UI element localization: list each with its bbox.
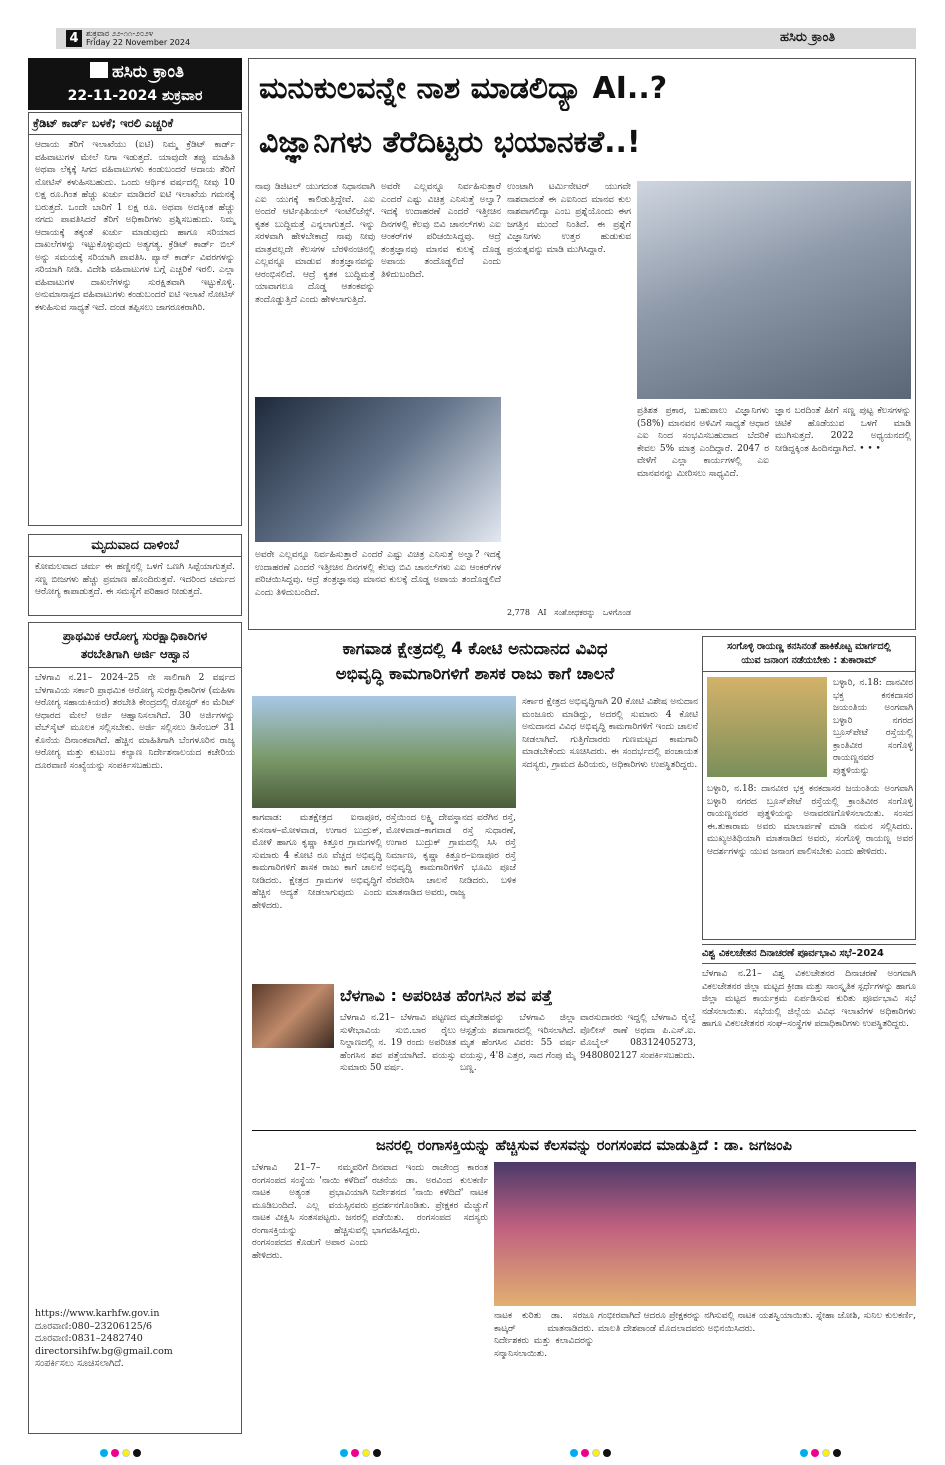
- statue-photo: [707, 677, 827, 777]
- office-phone: ದೂರವಾಣಿ:0831–2482740: [35, 1333, 143, 1344]
- body-top: ಬಳ್ಳಾರಿ, ನ.18: ದಾನವೀರ ಭಕ್ತ ಕನಕದಾಸರ ಜಯಂತಿಯ ಅಂಗವಾಗಿ ಬಳ್ಳಾರಿ ನಗರದ ಬ್ರೂಸ್‌ಪೇಟೆ ರಸ್ತೆಯಲ್ಲಿ ಕ್ರಾಂತಿವೀರ ಸಂಗೊಳ್ಳಿ ರಾಯಣ್ಣನವರ ಪುತ್ಥಳಿಯನ್ನು: [833, 678, 913, 776]
- closing: ಸಂಪರ್ಕಿಸಲು ಸೂಚಿಸಲಾಗಿದೆ.: [35, 1358, 124, 1369]
- email-link[interactable]: directorsihfw.bg@gmail.com: [35, 1345, 173, 1357]
- unknown-body-headline: ಬೆಳಗಾವಿ : ಅಪರಿಚಿತ ಹೆಂಗಸಿನ ಶವ ಪತ್ತೆ: [340, 986, 553, 1005]
- yellow-dot: [122, 1449, 130, 1457]
- yellow-dot: [592, 1449, 600, 1457]
- black-dot: [833, 1449, 841, 1457]
- lead-body-col5: ಜ್ಞಾನ ಬರದಿಂತೆ ಹೀಗೆ ಸಣ್ಣ ಪುಟ್ಟ ಕೆಲಸಗಳನ್ನು ಚಿಟಿಕೆ ಹೊಡೆಯುವ ಒಳಗೆ ಮಾಡಿ ಮುಗಿಸುತ್ತದೆ. 2022 ಅಧ್ಯಯನದಲ್ಲಿ ನೀಡಿದ್ದಕ್ಕಿಂತ ಹಿಂದಿನದ್ದಾಗಿದೆ. • • •: [775, 406, 911, 454]
- body: ಬೆಳಗಾವಿ ನ.21– ವಿಶ್ವ ವಿಕಲಚೇತನರ ದಿನಾಚರಣೆ ಅಂಗವಾಗಿ ವಿಕಲಚೇತನರ ಜಿಲ್ಲಾ ಮಟ್ಟದ ಕ್ರೀಡಾ ಮತ್ತು ಸಾಂಸ್ಕೃತಿಕ ಸ್ಪರ್ಧೆಗಳನ್ನು ಹಾಗೂ ಜಿಲ್ಲಾ ಮಟ್ಟದ ಕಾರ್ಯಕ್ರಮ ಏರ್ಪಡಿಸುವ ಕುರಿತು ಪೂರ್ವಭಾವಿ ಸಭೆ ನಡೆಸಲಾಯಿತು. ಸಭೆಯಲ್ಲಿ ಜಿಲ್ಲೆಯ ವಿವಿಧ ಇಲಾಖೆಗಳ ಅಧಿಕಾರಿಗಳು ಹಾಗೂ ವಿಕಲಚೇತನರ ಸಂಘ–ಸಂಸ್ಥೆಗಳ ಪದಾಧಿಕಾರಿಗಳು ಉಪಸ್ಥಿತರಿದ್ದರು.: [702, 969, 916, 1029]
- headline-line2: ಯುವ ಜನಾಂಗ ನಡೆಯಬೇಕು : ತುಕಾರಾಮ್: [741, 655, 877, 666]
- lead-body-col1: ನಾವು ಡಿಜಿಟಲ್ ಯುಗದಂತ ನಿಧಾನವಾಗಿ ಎಐ ಯುಗಕ್ಕೆ ಕಾಲಿಡುತ್ತಿದ್ದೇವೆ. ಎಐ ಅಂದರೆ ಆರ್ಟಿಫಿಶಿಯಲ್ ಇಂಟೆಲಿಜೆನ್ಸ್. ಕೃತಕ ಬುದ್ಧಿಮತ್ತೆ ಎನ್ನಲಾಗುತ್ತದೆ. ಇನ್ನು ಸರಳವಾಗಿ ಹೇಳಬೇಕಾದ್ರೆ ನಾವು ನೀವು ಮಾತ್ರವಲ್ಲದೇ ಕೆಲಸಗಳ ಬೆರಳಿನಂಚಿನಲ್ಲಿ ಎಲ್ಲವನ್ನೂ ಮಾಡುವ ತಂತ್ರಜ್ಞಾನವನ್ನು ಆರಂಭಿಸಲಿದೆ. ಆದ್ರೆ ಕೃತಕ ಬುದ್ಧಿಮತ್ತೆ ಯಾವಾಗಲೂ ದೊಡ್ಡ ಆತಂಕವನ್ನು ತಂದೊಡ್ಡುತ್ತಿದೆ ಎಂದು ಹೇಳಲಾಗುತ್ತಿದೆ.: [255, 182, 375, 305]
- lead-body-continued: ಅವರೇ ಎಲ್ಲವನ್ನೂ ನಿರ್ವಹಿಸುತ್ತಾರೆ ಎಂದರೆ ಎಷ್ಟು ವಿಚಿತ್ರ ಎನಿಸುತ್ತೆ ಅಲ್ವಾ? ಇದಕ್ಕೆ ಉದಾಹರಣೆ ಎಂದರೆ ಇತ್ತೀಚಿನ ದಿನಗಳಲ್ಲಿ ಕೆಲವು ಬಿವಿ ಚಾನಲ್‌ಗಳು ಎಐ ಆಂಕರ್‌ಗಳ ಪರಿಚಯಿಸಿದ್ದವು. ಆದ್ರೆ ತಂತ್ರಜ್ಞಾನವು ಮಾನವ ಕುಲಕ್ಕೆ ದೊಡ್ಡ ಅಪಾಯ ತಂದೊಡ್ಡಲಿದೆ ಎಂದು ತಿಳಿದುಬಂದಿದೆ.: [255, 550, 501, 597]
- kagawad-body-col3: ಸರ್ಕಾರ ಕ್ಷೇತ್ರದ ಅಭಿವೃದ್ಧಿಗಾಗಿ 20 ಕೋಟಿ ವಿಶೇಷ ಅನುದಾನ ಮಂಜೂರು ಮಾಡಿದ್ದು, ಅದರಲ್ಲಿ ಸುಮಾರು 4 ಕೋಟಿ ಅನುದಾನದ ವಿವಿಧ ಅಭಿವೃದ್ಧಿ ಕಾಮಗಾರಿಗಳಿಗೆ ಇಂದು ಚಾಲನೆ ನೀಡಲಾಗಿದೆ. ಗುತ್ತಿಗೆದಾರರು ಗುಣಮಟ್ಟದ ಕಾಮಗಾರಿ ಮಾಡಬೇಕೆಂದು ಸೂಚಿಸಿದರು. ಈ ಸಂದರ್ಭದಲ್ಲಿ ಪಂಚಾಯತ ಸದಸ್ಯರು, ಗ್ರಾಮದ ಹಿರಿಯರು, ಅಧಿಕಾರಿಗಳು ಉಪಸ್ಥಿತರಿದ್ದರು.: [522, 697, 698, 770]
- theatre-body-col3: ನಾಟಕ ಕುರಿತು ಡಾ. ಸರಜೂ ಕಾಟ್ಕರ್ ಮಾತನಾಡಿದರು. ನಿರ್ದೇಶಕರು ಮತ್ತು ಕಲಾವಿದರನ್ನು ಸನ್ಮಾನಿಸಲಾಯಿತು.: [494, 1311, 594, 1359]
- headline-line1: ಸಂಗೊಳ್ಳಿ ರಾಯಣ್ಣ ಕನಸಿನಂತೆ ಹಾಕಿಕೊಟ್ಟ ಮಾರ್ಗದಲ್ಲಿ: [727, 641, 891, 652]
- robot-hand-photo: [255, 397, 501, 542]
- lead-headline-line1: ಮನುಕುಲವನ್ನೇ ನಾಶ ಮಾಡಲಿದ್ಯಾ AI..?: [259, 71, 668, 106]
- body: ಆದಾಯ ತೆರಿಗೆ ಇಲಾಖೆಯು (ಐಟಿ) ನಿಮ್ಮ ಕ್ರೆಡಿಟ್ ಕಾರ್ಡ್ ವಹಿವಾಟುಗಳ ಮೇಲೆ ನಿಗಾ ಇಡುತ್ತದೆ. ಯಾವುದೇ ತಪ್ಪು ಮಾಹಿತಿ ಅಥವಾ ಲೆಕ್ಕಕ್ಕೆ ಸಿಗದ ವಹಿವಾಟುಗಳು ಕಂಡುಬಂದರೆ ಆದಾಯ ತೆರಿಗೆ ನೋಟಿಸ್ ಕಳುಹಿಸಬಹುದು. ಒಂದು ಆರ್ಥಿಕ ವರ್ಷದಲ್ಲಿ ನೀವು 10 ಲಕ್ಷ ರೂ.ಗಿಂತ ಹೆಚ್ಚು ಖರ್ಚು ಮಾಡಿದರೆ ಐಟಿ ಇಲಾಖೆಯ ಗಮನಕ್ಕೆ ಬರುತ್ತದೆ. ಒಂದೇ ಬಾರಿಗೆ 1 ಲಕ್ಷ ರೂ. ಅಥವಾ ಅದಕ್ಕಿಂತ ಹೆಚ್ಚು ನಗದು ಪಾವತಿಸಿದರೆ ತೆರಿಗೆ ಅಧಿಕಾರಿಗಳು ಪ್ರಶ್ನಿಸಬಹುದು. ನಿಮ್ಮ ಆದಾಯಕ್ಕೆ ತಕ್ಕಂತೆ ಖರ್ಚು ಮಾಡುವುದು ಹಾಗೂ ಸರಿಯಾದ ದಾಖಲೆಗಳನ್ನು ಇಟ್ಟುಕೊಳ್ಳುವುದು ಅತ್ಯಗತ್ಯ. ಕ್ರೆಡಿಟ್ ಕಾರ್ಡ್ ಬಿಲ್ ಅನ್ನು ಸಮಯಕ್ಕೆ ಸರಿಯಾಗಿ ಪಾವತಿಸಿ. ಪ್ಯಾನ್ ಕಾರ್ಡ್ ವಿವರಗಳನ್ನು ಸರಿಯಾಗಿ ನೀಡಿ. ವಿದೇಶಿ ವಹಿವಾಟುಗಳ ಬಗ್ಗೆ ಎಚ್ಚರಿಕೆ ಇರಲಿ. ಎಲ್ಲಾ ವಹಿವಾಟುಗಳ ದಾಖಲೆಗಳನ್ನು ಸುರಕ್ಷಿತವಾಗಿ ಇಟ್ಟುಕೊಳ್ಳಿ. ಅನುಮಾನಾಸ್ಪದ ವಹಿವಾಟುಗಳು ಕಂಡುಬಂದರೆ ಐಟಿ ಇಲಾಖೆ ನೋಟಿಸ್ ಕಳುಹಿಸುವ ಸಾಧ್ಯತೆ ಇದೆ. ದಂಡ ತಪ್ಪಿಸಲು ಜಾಗರೂಕರಾಗಿರಿ.: [35, 140, 235, 313]
- dateline: [86, 29, 190, 47]
- registration-marks: [340, 1442, 384, 1461]
- section-name: ಹಸಿರು ಕ್ರಾಂತಿ: [780, 30, 836, 45]
- magenta-dot: [811, 1449, 819, 1457]
- theatre-body-col1: ಬೆಳಗಾವಿ 21–7– ನಮ್ಮವರಿಗೆ ರಂಗಸಂಪದ ಸಂಸ್ಥೆಯ 'ನಾಯಿ ಕಳೆದಿದೆ' ನಾಟಕ ಅತ್ಯಂತ ಪ್ರಭಾವಿಯಾಗಿ ಮೂಡಿಬಂದಿದೆ. ಎಲ್ಲ ವಯಸ್ಸಿನವರು ನಾಟಕ ವೀಕ್ಷಿಸಿ ಸಂತಸಪಟ್ಟರು. ಜನರಲ್ಲಿ ರಂಗಾಸಕ್ತಿಯನ್ನು ಹೆಚ್ಚಿಸುವಲ್ಲಿ ರಂಗಸಂಪದದ ಕೊಡುಗೆ ಅಪಾರ ಎಂದು ಹೇಳಿದರು.: [252, 1163, 368, 1261]
- magenta-dot: [351, 1449, 359, 1457]
- date-english: Friday 22 November 2024: [86, 38, 191, 47]
- headline: ವಿಶ್ವ ವಿಕಲಚೇತನ ದಿನಾಚರಣೆ ಪೂರ್ವಭಾವಿ ಸಭೆ–2024: [702, 944, 916, 964]
- masthead: [28, 58, 242, 110]
- registration-marks: [100, 1442, 144, 1461]
- registration-marks: [570, 1442, 614, 1461]
- disability-story: [702, 944, 916, 1140]
- magenta-dot: [111, 1449, 119, 1457]
- cyan-dot: [570, 1449, 578, 1457]
- headline-line2: ತರಬೇತಿಗಾಗಿ ಅರ್ಜಿ ಆಹ್ವಾನ: [80, 647, 190, 661]
- registration-marks: [800, 1442, 844, 1461]
- masthead-date: 22-11-2024 ಶುಕ್ರವಾರ: [67, 88, 203, 104]
- lead-story: [248, 58, 916, 630]
- theatre-photo: [494, 1162, 916, 1306]
- robots-photo: [637, 181, 911, 399]
- theatre-headline: ಜನರಲ್ಲಿ ರಂಗಾಸಕ್ತಿಯನ್ನು ಹೆಚ್ಚಿಸುವ ಕೆಲಸವನ್ನು ರಂಗಸಂಪದ ಮಾಡುತ್ತಿದೆ : ಡಾ. ಜಗಜಂಪಿ: [376, 1138, 792, 1154]
- newspaper-logo-icon: [90, 62, 108, 78]
- lead-stat-line: 2,778 AI ಸಂಶೋಧಕರನ್ನು ಒಳಗೊಂಡ: [507, 608, 631, 617]
- lead-body-col4: ಪ್ರತಿಶತ ಪ್ರಕಾರ, ಬಹುಪಾಲು ವಿಜ್ಞಾನಿಗಳು (58%) ಮಾನವನ ಅಳಿವಿಗೆ ಸಾಧ್ಯತೆ ಆಧಾರ ಎಐ ನಿಂದ ಸಂಭವಿಸಬಹುದಾದ ಬೆದರಿಕೆ ಕೇವಲ 5% ಮಾತ್ರ ಎಂದಿದ್ದಾರೆ. 2047 ರ ವೇಳೆಗೆ ಎಲ್ಲಾ ಕಾರ್ಯಗಳಲ್ಲಿ ಎಐ ಮಾನವನನ್ನು ಮೀರಿಸಲು ಸಾಧ್ಯವಿದೆ.: [637, 406, 769, 479]
- unknown-body-col1: ಬೆಳಗಾವಿ ನ.21– ಬೆಳಗಾವಿ ಪಟ್ಟಣದ ಸುಳೇಭಾವಿಯ ಸುಬಿ.ಬಾರ ರೈಲು ನಿಲ್ದಾಣದಲ್ಲಿ ನ. 19 ರಂದು ಅಪರಿಚಿತ ಹೆಂಗಸಿನ ಶವ ಪತ್ತೆಯಾಗಿದೆ. ವಯಸ್ಸು ಸುಮಾರು 50 ವರ್ಷ.: [340, 1013, 456, 1073]
- victim-photo: [252, 984, 334, 1048]
- lead-body-col3: ಉಂಟಾಗಿ ಟರ್ಮಿನೇಟರ್ ಯುಗವೇ ನಾಶವಾದಂತೆ ಈ ಎಐನಿಂದ ಮಾನವ ಕುಲ ನಾಶವಾಗಲಿದ್ಯಾ ಎಂಬ ಪ್ರಶ್ನೆಯೊಂದು ಈಗ ಜಗತ್ತಿನ ಮುಂದೆ ನಿಂತಿದೆ. ಈ ಪ್ರಶ್ನೆಗೆ ವಿಜ್ಞಾನಿಗಳು ಉತ್ತರ ಹುಡುಕುವ ಪ್ರಯತ್ನವನ್ನು ಮಾಡಿ ಮುಗಿಸಿದ್ದಾರೆ.: [507, 182, 631, 255]
- headline-line2: ಅಭಿವೃದ್ಧಿ ಕಾಮಗಾರಿಗಳಿಗೆ ಶಾಸಕ ರಾಜು ಕಾಗೆ ಚಾಲನೆ: [335, 664, 615, 683]
- cyan-dot: [800, 1449, 808, 1457]
- black-dot: [373, 1449, 381, 1457]
- black-dot: [133, 1449, 141, 1457]
- cyan-dot: [100, 1449, 108, 1457]
- masthead-name: ಹಸಿರು ಕ್ರಾಂತಿ: [111, 62, 185, 82]
- yellow-dot: [822, 1449, 830, 1457]
- headline: ಕ್ರೆಡಿಟ್ ಕಾರ್ಡ್ ಬಳಕೆ; ಇರಲಿ ಎಚ್ಚರಿಕೆ: [29, 113, 241, 135]
- cyan-dot: [340, 1449, 348, 1457]
- page-number: 4: [66, 30, 82, 47]
- theatre-body-col4: ಗಂಭೀರವಾಗಿದೆ ಆದರೂ ಪ್ರೇಕ್ಷಕರನ್ನು ನಗಿಸುವಲ್ಲಿ ನಾಟಕ ಯಶಸ್ವಿಯಾಯಿತು. ಸ್ನೇಹಾ ಜೋಶಿ, ಸುನಿಲ ಕುಲಕರ್ಣಿ, ಮಾಲತಿ ದೇಶಪಾಂಡೆ ಮೊದಲಾದವರು ಅಭಿನಯಿಸಿದರು.: [598, 1311, 916, 1334]
- kagawad-photo: [252, 696, 516, 808]
- kagawad-body-col1: ಕಾಗವಾಡ: ಮತಕ್ಷೇತ್ರದ ಐನಾಪೂರ, ಕುಸನಾಳ–ಮೋಳವಾಡ, ಉಗಾರ ಬುದ್ರುಕ್, ಮೋಳೆ ಹಾಗೂ ಕೃಷ್ಣಾ ಕಿತ್ತೂರ ಗ್ರಾಮಗಳಲ್ಲಿ ಸುಮಾರು 4 ಕೋಟಿ ರೂ ವೆಚ್ಚದ ಅಭಿವೃದ್ಧಿ ಕಾಮಗಾರಿಗಳಿಗೆ ಶಾಸಕ ರಾಜು ಕಾಗೆ ಚಾಲನೆ ನೀಡಿದರು. ಕ್ಷೇತ್ರದ ಗ್ರಾಮಗಳ ಅಭಿವೃದ್ಧಿಗೆ ಹೆಚ್ಚಿನ ಆದ್ಯತೆ ನೀಡಲಾಗುವುದು ಎಂದು ಹೇಳಿದರು.: [252, 813, 382, 911]
- black-dot: [603, 1449, 611, 1457]
- headline-line1: ಕಾಗವಾಡ ಕ್ಷೇತ್ರದಲ್ಲಿ 4 ಕೋಟಿ ಅನುದಾನದ ವಿವಿಧ: [342, 639, 608, 658]
- pomegranate-story: [28, 534, 242, 616]
- body: ಕೋಮಲವಾದ ಚರ್ಮ ಈ ಹಣ್ಣಿನಲ್ಲಿ ಒಳಗೆ ಒಣಗಿ ಸಿಪ್ಪೆಯಾಗುತ್ತವೆ. ಸಣ್ಣ ಬೀಜಗಳು ಹೆಚ್ಚು ಪ್ರಮಾಣ ಹೊಂದಿರುತ್ತವೆ. ಇದರಿಂದ ಚರ್ಮದ ಆರೋಗ್ಯ ಕಾಪಾಡುತ್ತದೆ. ಈ ಸಮಸ್ಯೆಗೆ ಪರಿಹಾರ ನೀಡುತ್ತದೆ.: [35, 562, 235, 597]
- lead-body-col2: ಅವರೇ ಎಲ್ಲವನ್ನೂ ನಿರ್ವಹಿಸುತ್ತಾರೆ ಎಂದರೆ ಎಷ್ಟು ವಿಚಿತ್ರ ಎನಿಸುತ್ತೆ ಅಲ್ವಾ? ಇದಕ್ಕೆ ಉದಾಹರಣೆ ಎಂದರೆ ಇತ್ತೀಚಿನ ದಿನಗಳಲ್ಲಿ ಕೆಲವು ಬಿವಿ ಚಾನಲ್‌ಗಳು ಎಐ ಆಂಕರ್‌ಗಳ ಪರಿಚಯಿಸಿದ್ದವು. ಆದ್ರೆ ತಂತ್ರಜ್ಞಾನವು ಮಾನವ ಕುಲಕ್ಕೆ ದೊಡ್ಡ ಅಪಾಯ ತಂದೊಡ್ಡಲಿದೆ ಎಂದು ತಿಳಿದುಬಂದಿದೆ.: [381, 182, 501, 280]
- phone: ದೂರವಾಣಿ:080–23206125/6: [35, 1320, 153, 1332]
- headline: ಮೃದುವಾದ ದಾಳಿಂಬೆ: [29, 535, 241, 557]
- magenta-dot: [581, 1449, 589, 1457]
- theatre-body-col2: ದಿನವಾದ ಇಂದು ರಾಜೇಂದ್ರ ಕಾರಂತ ರಚನೆಯ ಡಾ. ಅರವಿಂದ ಕುಲಕರ್ಣಿ ನಿರ್ದೇಶನದ 'ನಾಯಿ ಕಳೆದಿದೆ' ನಾಟಕ ಪ್ರದರ್ಶನಗೊಂಡಿತು. ಪ್ರೇಕ್ಷಕರ ಮೆಚ್ಚುಗೆ ಪಡೆಯಿತು. ರಂಗಸಂಪದ ಸದಸ್ಯರು ಭಾಗವಹಿಸಿದ್ದರು.: [372, 1163, 488, 1236]
- date-kannada: ಶುಕ್ರವಾರ ೨೨-೧೧-೨೦೨೪: [86, 29, 154, 38]
- body: ಬಳ್ಳಾರಿ, ನ.18: ದಾನವೀರ ಭಕ್ತ ಕನಕದಾಸರ ಜಯಂತಿಯ ಅಂಗವಾಗಿ ಬಳ್ಳಾರಿ ನಗರದ ಬ್ರೂಸ್‌ಪೇಟೆ ರಸ್ತೆಯಲ್ಲಿ ಕ್ರಾಂತಿವೀರ ಸಂಗೊಳ್ಳಿ ರಾಯಣ್ಣನವರ ಪುತ್ಥಳಿಯನ್ನು ಅನಾವರಣಗೊಳಿಸಲಾಯಿತು. ಸಂಸದ ಈ.ತುಕಾರಾಮ ಅವರು ಮಾಲಾರ್ಪಣೆ ಮಾಡಿ ನಮನ ಸಲ್ಲಿಸಿದರು. ಮುಖ್ಯಅತಿಥಿಯಾಗಿ ಮಾತನಾಡಿದ ಅವರು, ಸಂಗೊಳ್ಳಿ ರಾಯಣ್ಣ ಅವರ ಆದರ್ಶಗಳನ್ನು ಯುವ ಜನಾಂಗ ಪಾಲಿಸಬೇಕು ಎಂದು ಹೇಳಿದರು.: [707, 784, 913, 857]
- divider: [252, 1130, 916, 1131]
- body: ಬೆಳಗಾವಿ ನ.21– 2024–25 ನೇ ಸಾಲಿಗಾಗಿ 2 ವರ್ಷದ ಬೆಳಗಾವಿಯ ಸರ್ಕಾರಿ ಪ್ರಾಥಮಿಕ ಆರೋಗ್ಯ ಸುರಕ್ಷಾಧಿಕಾರಿಗಳ (ಮಹಿಳಾ ಆರೋಗ್ಯ ಸಹಾಯಕಿಯರ) ತರಬೇತಿ ಕೇಂದ್ರದಲ್ಲಿ ರೋಸ್ಟರ್ ಕಂ ಮೆರಿಟ್ ಆಧಾರದ ಮೇಲೆ ಅರ್ಜಿ ಆಹ್ವಾನಿಸಲಾಗಿದೆ. 30 ಅರ್ಜಿಗಳನ್ನು ವೆಬ್‌ಸೈಟ್ ಮೂಲಕ ಸಲ್ಲಿಸಬೇಕು. ಅರ್ಜಿ ಸಲ್ಲಿಸಲು ಡಿಸೆಂಬರ್ 31 ಕೊನೆಯ ದಿನಾಂಕವಾಗಿದೆ. ಹೆಚ್ಚಿನ ಮಾಹಿತಿಗಾಗಿ ಬೆಂಗಳೂರಿನ ರಾಜ್ಯ ಆರೋಗ್ಯ ಮತ್ತು ಕುಟುಂಬ ಕಲ್ಯಾಣ ನಿರ್ದೇಶನಾಲಯದ ಕಚೇರಿಯ ದೂರವಾಣಿ ಸಂಖ್ಯೆಯನ್ನು ಸಂಪರ್ಕಿಸಬಹುದು.: [35, 673, 235, 771]
- sangolli-story: [702, 636, 916, 940]
- unknown-body-col3: ವಾರಸುದಾರರು ಇದ್ದಲ್ಲಿ ಬೆಳಗಾವಿ ರೈಲ್ವೆ ಪೊಲೀಸ್ ಠಾಣೆ ಅಥವಾ ಪಿ.ಎಸ್.ಐ. ಮೊಬೈಲ್ 08312405273, 9480802127 ಸಂಪರ್ಕಿಸಬಹುದು.: [580, 1013, 696, 1061]
- kagawad-body-col2: ರಸ್ತೆಯಿಂದ ಲಕ್ಷ್ಮಿ ದೇವಸ್ಥಾನದ ವರೆಗಿನ ರಸ್ತೆ, ಮೋಳವಾಡ–ಕಾಗವಾಡ ರಸ್ತೆ ಸುಧಾರಣೆ, ಉಗಾರ ಬುದ್ರುಕ್ ಗ್ರಾಮದಲ್ಲಿ ಸಿಸಿ ರಸ್ತೆ ನಿರ್ಮಾಣ, ಕೃಷ್ಣಾ ಕಿತ್ತೂರ–ಐನಾಪೂರ ರಸ್ತೆ ಅಭಿವೃದ್ಧಿ ಕಾಮಗಾರಿಗಳಿಗೆ ಭೂಮಿ ಪೂಜೆ ನೆರವೇರಿಸಿ ಚಾಲನೆ ನೀಡಿದರು. ಬಳಿಕ ಮಾತನಾಡಿದ ಅವರು, ರಾಜ್ಯ: [386, 813, 516, 898]
- kagawad-headline: [252, 636, 698, 688]
- unknown-body-col2: ಮೃತದೇಹವನ್ನು ಬೆಳಗಾವಿ ಜಿಲ್ಲಾ ಆಸ್ಪತ್ರೆಯ ಶವಾಗಾರದಲ್ಲಿ ಇರಿಸಲಾಗಿದೆ. ಮೃತ ಹೆಂಗಸಿನ ವಿವರ: 55 ವರ್ಷ ವಯಸ್ಸು, 4'8 ಎತ್ತರ, ಸಾದ ಗೆಂಪು ಮೈ ಬಣ್ಣ.: [460, 1013, 576, 1073]
- lead-headline-line2: ವಿಜ್ಞಾನಿಗಳು ತೆರೆದಿಟ್ಟರು ಭಯಾನಕತೆ..!: [259, 125, 641, 160]
- credit-card-story: [28, 112, 242, 526]
- website-link[interactable]: https://www.karhfw.gov.in: [35, 1308, 160, 1319]
- headline-line1: ಪ್ರಾಥಮಿಕ ಆರೋಗ್ಯ ಸುರಕ್ಷಾಧಿಕಾರಿಗಳ: [62, 629, 208, 643]
- health-officer-story: [28, 622, 242, 1434]
- yellow-dot: [362, 1449, 370, 1457]
